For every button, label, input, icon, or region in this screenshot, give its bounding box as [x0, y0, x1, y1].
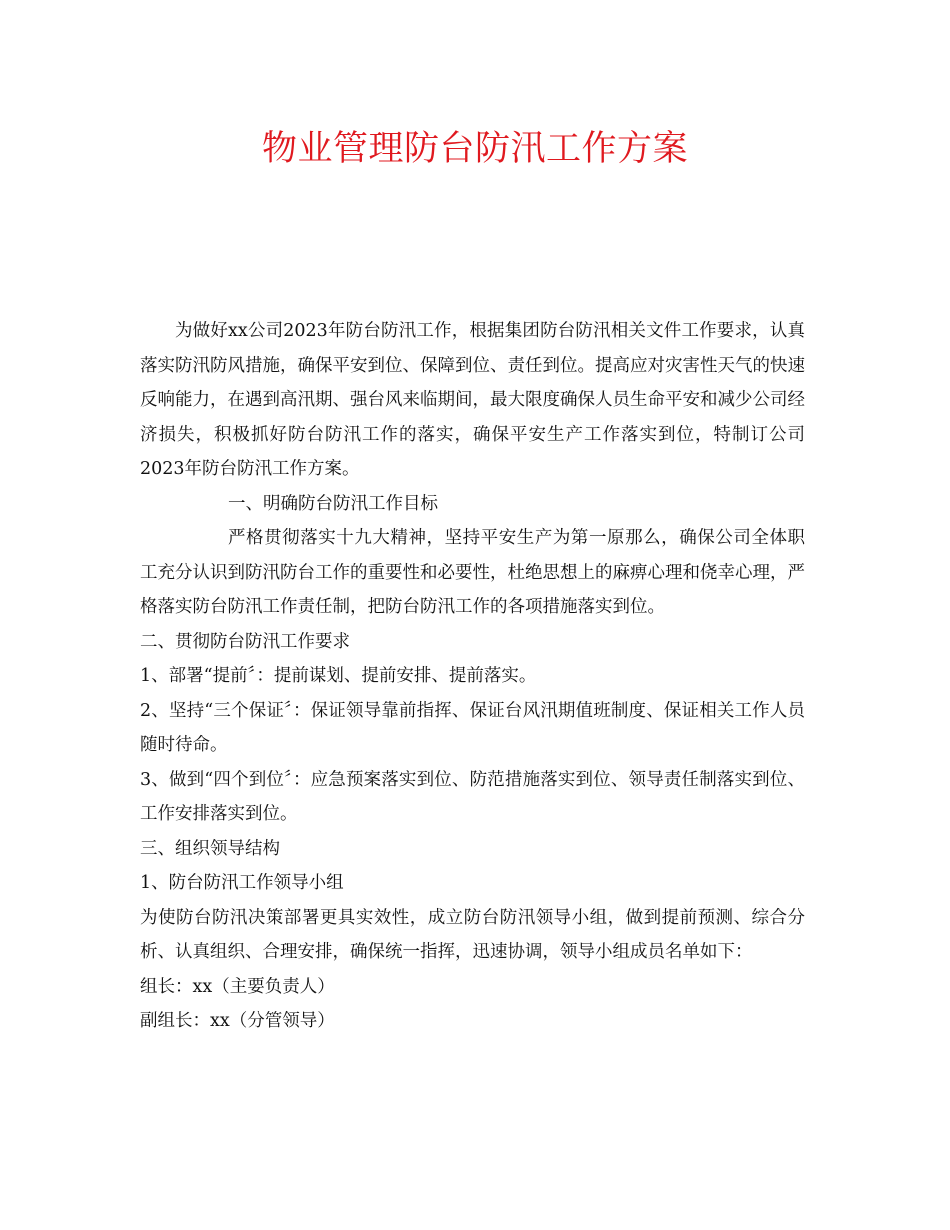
section-heading-1: 一、明确防台防汛工作目标 — [228, 493, 438, 514]
requirement-item-1: 1、部署“提前〞：提前谋划、提前安排、提前落实。 — [140, 666, 537, 686]
document-title: 物业管理防台防汛工作方案 — [261, 129, 688, 169]
deputy-leader-line: 副组长：xx（分管领导） — [140, 1011, 335, 1031]
section-1-paragraph: 严格贯彻落实十九大精神，坚持平安生产为第一原那么，确保公司全体职工充分认识到防汛防台工作的重要性和必要性，杜绝思想上的麻痹心理和侥幸心理，严格落实防台防汛工作责任制，把防台防汛工作的各项措施落实到位。 — [140, 528, 805, 617]
requirement-item-2: 2、坚持“三个保证〞：保证领导靠前指挥、保证台风汛期值班制度、保证相关工作人员随时待命。 — [140, 700, 805, 755]
requirement-item-3: 3、做到“四个到位〞：应急预案落实到位、防范措施落实到位、领导责任制落实到位、工作安排落实到位。 — [140, 769, 805, 824]
section-heading-2: 二、贯彻防台防汛工作要求 — [140, 631, 350, 652]
section-heading-3: 三、组织领导结构 — [140, 838, 280, 859]
document-body — [140, 314, 805, 1039]
intro-paragraph: 为做好xx公司2023年防台防汛工作，根据集团防台防汛相关文件工作要求，认真落实防汛防风措施，确保平安到位、保障到位、责任到位。提高应对灾害性天气的快速反响能力，在遇到高汛期、强台风来临期间，最大限度确保人员生命平安和减少公司经济损失，积极抓好防台防汛工作的落实，确保平安生产工作落实到位，特制订公司2023年防台防汛工作方案。 — [140, 321, 805, 479]
leader-line: 组长：xx（主要负责人） — [140, 976, 335, 997]
subsection-1-paragraph: 为使防台防汛决策部署更具实效性，成立防台防汛领导小组，做到提前预测、综合分析、认真组织、合理安排，确保统一指挥，迅速协调，领导小组成员名单如下： — [140, 907, 805, 962]
subsection-heading-1: 1、防台防汛工作领导小组 — [140, 873, 344, 893]
